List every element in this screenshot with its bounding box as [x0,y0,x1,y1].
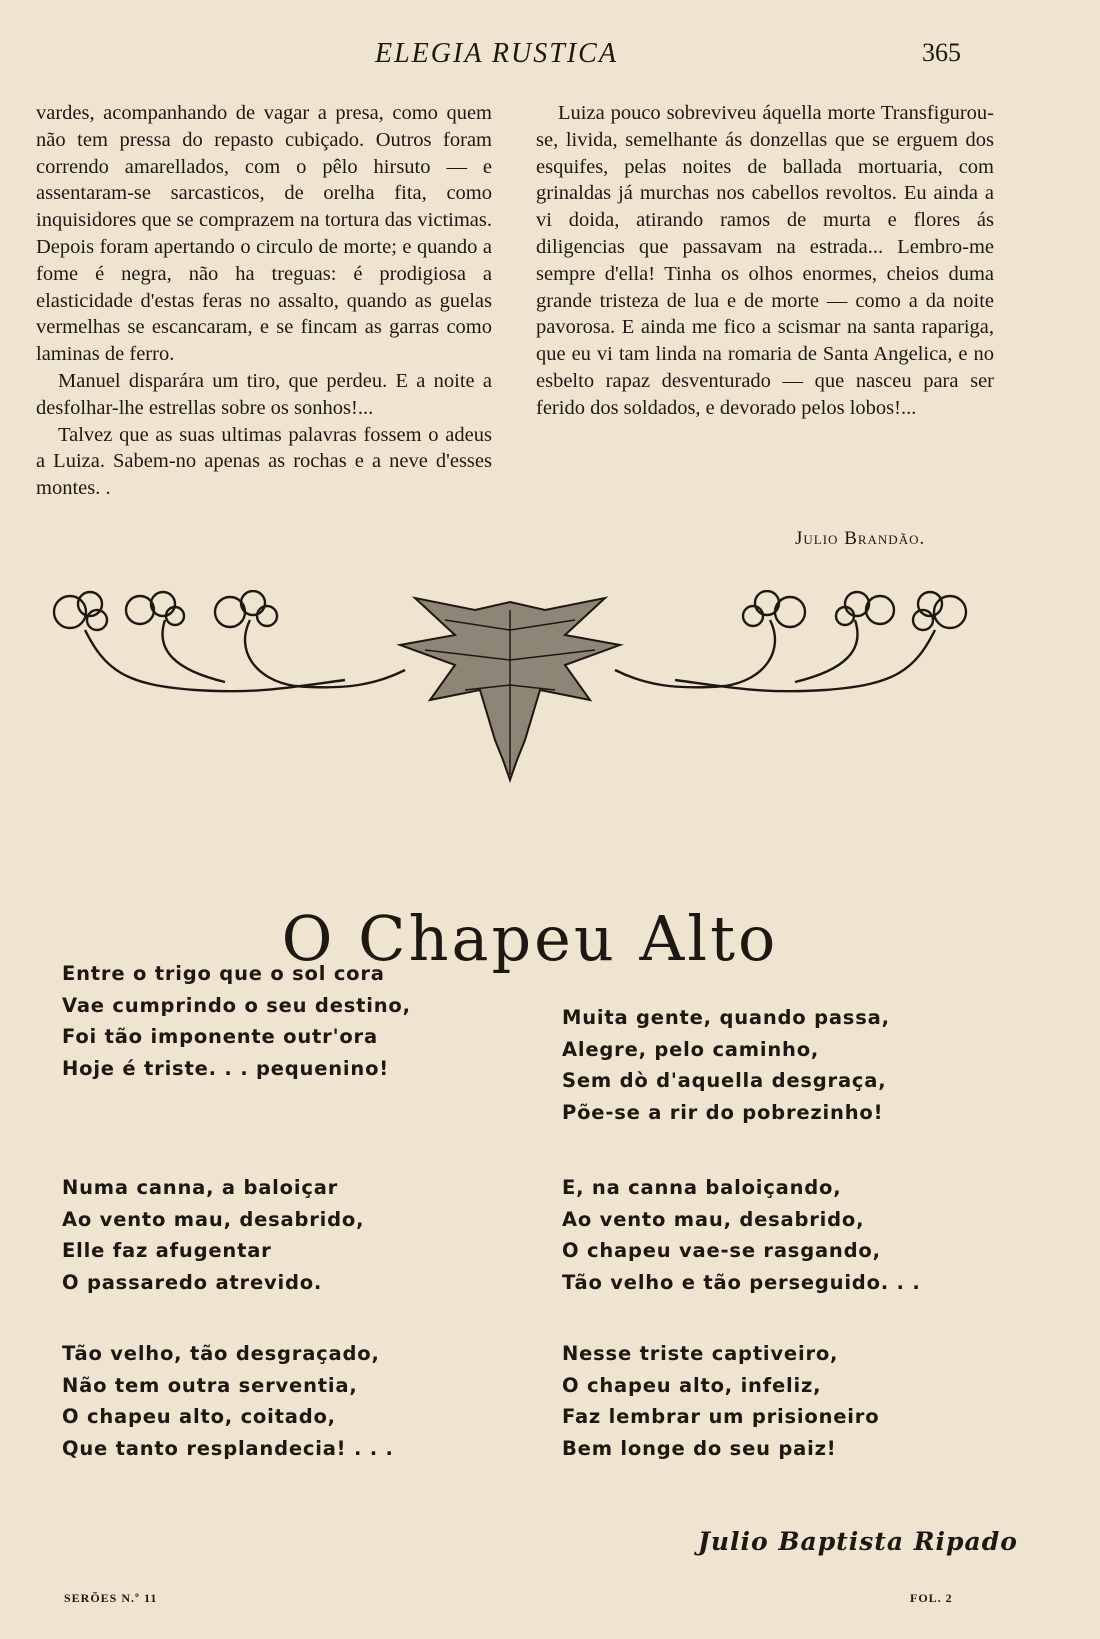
poem-line: Põe-se a rir do pobrezinho! [562,1100,884,1124]
poem-line: O chapeu vae-se rasgando, [562,1239,881,1262]
poem-line: O chapeu alto, infeliz, [562,1373,822,1397]
floral-ornament-icon [45,590,975,810]
running-title: ELEGIA RUSTICA [375,38,618,69]
poem-line: Entre o trigo que o sol cora [62,962,385,985]
poem-stanza [562,1172,921,1298]
poem-line: Que tanto resplandecia! . . . [62,1436,394,1460]
poem-line: Ao vento mau, desabrido, [562,1207,865,1231]
poem-line: O chapeu alto, coitado, [62,1405,336,1428]
poem-line: Tão velho, tão desgraçado, [62,1342,380,1365]
poem-stanza [562,1338,879,1464]
poem-line: Vae cumprindo o seu destino, [62,993,411,1017]
prose-author-signature: Julio Brandão. [795,528,926,549]
poem-line: Sem dò d'aquella desgraça, [562,1069,887,1092]
poem-author-signature: Julio Baptista Ripado [698,1527,1018,1556]
poem-line: E, na canna baloiçando, [562,1176,842,1199]
footer-issue: SERÕES N.º 11 [64,1591,158,1605]
poem-stanza [62,958,411,1084]
page-number: 365 [922,38,961,67]
poem-line: O passaredo atrevido. [62,1270,323,1294]
poem-line: Foi tão imponente outr'ora [62,1025,378,1048]
poem-line: Muita gente, quando passa, [562,1006,890,1029]
poem-line: Tão velho e tão perseguido. . . [562,1270,921,1294]
poem-line: Alegre, pelo caminho, [562,1037,820,1061]
poem-line: Bem longe do seu paiz! [562,1436,837,1460]
poem-line: Não tem outra serventia, [62,1373,358,1397]
poem-line: Ao vento mau, desabrido, [62,1207,365,1231]
footer-folio: FOL. 2 [910,1591,953,1605]
poem-line: Numa canna, a baloiçar [62,1176,339,1199]
prose-paragraph: Talvez que as suas ultimas palavras fossem o adeus a Luiza. Sabem-no apenas as rochas e a neve d'esses montes. . [36,423,492,500]
prose-paragraph: Manuel disparára um tiro, que perdeu. E a noite a desfolhar-lhe estrellas sobre os sonhos!... [36,369,492,419]
poem-line: Hoje é triste. . . pequenino! [62,1056,389,1080]
poem-line: Nesse triste captiveiro, [562,1342,839,1365]
prose-column-right [536,100,994,422]
poem-title: O Chapeu Alto [281,901,779,975]
poem-line: Faz lembrar um prisioneiro [562,1405,880,1428]
prose-paragraph: vardes, acompanhando de vagar a presa, como quem não tem pressa do repasto cubiçado. Outros foram correndo amarellados, com o pêlo hirsuto — e assentaram-se sarcasticos, de orelha fita, como inquisidores que se comprazem na tortura das victimas. Depois foram apertando o circulo de morte; e quando a fome é negra, não ha treguas: é prodigiosa a elasticidade d'estas feras no assalto, quando as guelas vermelhas se escancaram, e se fincam as garras como laminas de ferro. [36,102,492,366]
prose-paragraph: Luiza pouco sobreviveu áquella morte Transfigurou-se, livida, semelhante ás donzellas que se erguem dos esquifes, pelas noites de ballada mortuaria, com grinaldas já murchas nos cabellos revoltos. Eu ainda a vi doida, atirando ramos de murta e flores ás diligencias que passavam na estrada... Lembro-me sempre d'ella! Tinha os olhos enormes, cheios duma grande tristeza de lua e de morte — como a da noite pavorosa. E ainda me fico a scismar na santa rapariga, que eu vi tam linda na romaria de Santa Angelica, e no esbelto rapaz desventurado — que nasceu para ser ferido dos soldados, e devorado pelos lobos!... [536,102,994,419]
poem-stanza [62,1172,364,1298]
running-head [0,38,1100,78]
poem-stanza [562,1002,890,1128]
poem-line: Elle faz afugentar [62,1239,272,1262]
poem-stanza [62,1338,394,1464]
prose-column-left [36,100,492,502]
